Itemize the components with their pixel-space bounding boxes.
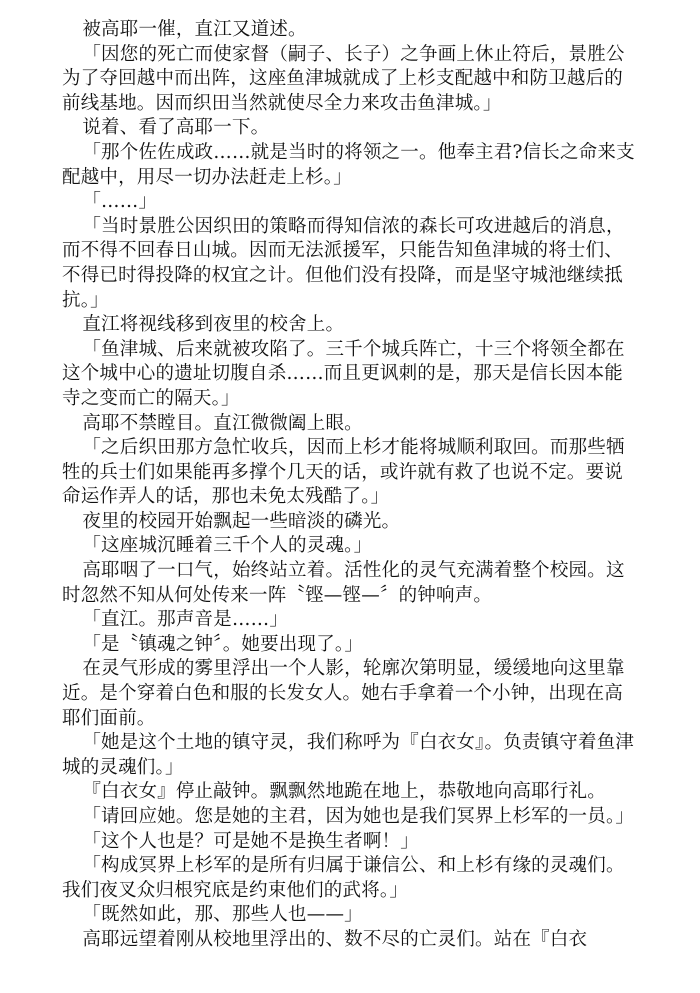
paragraph: 『白衣女』停止敲钟。飘飘然地跪在地上，恭敬地向高耶行礼。 xyxy=(82,781,606,803)
paragraph: 直江将视线移到夜里的校舍上。 xyxy=(82,314,345,336)
paragraph: 高耶不禁瞠目。直江微微阖上眼。 xyxy=(82,412,363,434)
paragraph: 「请回应她。您是她的主君，因为她也是我们冥界上杉军的一员。」 xyxy=(82,806,635,827)
paragraph: 被高耶一催，直江又道述。 xyxy=(82,19,307,40)
paragraph: 「这个人也是？可是她不是换生者啊！」 xyxy=(82,830,419,852)
paragraph: 「构成冥界上杉军的是所有归属于谦信公、和上杉有缘的灵魂们。我们夜叉众归根究底是约束他们的武将。」 xyxy=(62,855,625,901)
paragraph: 「直江。那声音是……」 xyxy=(82,609,289,631)
paragraph: 「当时景胜公因织田的策略而得知信浓的森长可攻进越后的消息，而不得不回春日山城。因而无法派援军，只能告知鱼津城的将士们、不得已时得投降的权宜之计。但他们没有投降，而是坚守城池继续抵抗。」 xyxy=(62,215,625,311)
paragraph: 说着、看了高耶一下。 xyxy=(82,117,270,139)
paragraph: 在灵气形成的雾里浮出一个人影，轮廓次第明显，缓缓地向这里靠近。是个穿着白色和服的长发女人。她右手拿着一个小钟，出现在高耶们面前。 xyxy=(62,658,625,729)
paragraph: 「……」 xyxy=(82,191,158,213)
paragraph: 高耶咽了一口气，始终站立着。活性化的灵气充满着整个校园。这时忽然不知从何处传来一阵〝铿—铿—〞的钟响声。 xyxy=(62,560,625,606)
paragraph: 「既然如此，那、那些人也——」 xyxy=(82,904,363,926)
paragraph: 「那个佐佐成政……就是当时的将领之一。他奉主君?信长之命来支配越中，用尽一切办法赶走上杉。」 xyxy=(62,141,635,188)
paragraph: 夜里的校园开始飘起一些暗淡的磷光。 xyxy=(82,510,401,532)
paragraph: 「鱼津城、后来就被攻陷了。三千个城兵阵亡，十三个将领全都在这个城中心的遗址切腹自杀……而且更讽刺的是，那天是信长因本能寺之变而亡的隔天。」 xyxy=(62,338,625,409)
paragraph: 高耶远望着刚从校地里浮出的、数不尽的亡灵们。站在『白衣 xyxy=(82,928,588,950)
paragraph: 「这座城沉睡着三千个人的灵魂。」 xyxy=(82,535,373,557)
paragraph: 「她是这个土地的镇守灵，我们称呼为『白衣女』。负责镇守着鱼津城的灵魂们。」 xyxy=(62,732,635,778)
paragraph: 「之后织田那方急忙收兵，因而上杉才能将城顺利取回。而那些牺牲的兵士们如果能再多撑个几天的话，或许就有救了也说不定。要说命运作弄人的话，那也未免太残酷了。」 xyxy=(62,437,625,508)
paragraph: 「因您的死亡而使家督（嗣子、长子）之争画上休止符后，景胜公为了夺回越中而出阵，这座鱼津城就成了上杉支配越中和防卫越后的前线基地。因而织田当然就使尽全力来攻击鱼津城。」 xyxy=(62,43,625,114)
paragraph: 「是〝镇魂之钟〞。她要出现了。」 xyxy=(82,633,364,655)
